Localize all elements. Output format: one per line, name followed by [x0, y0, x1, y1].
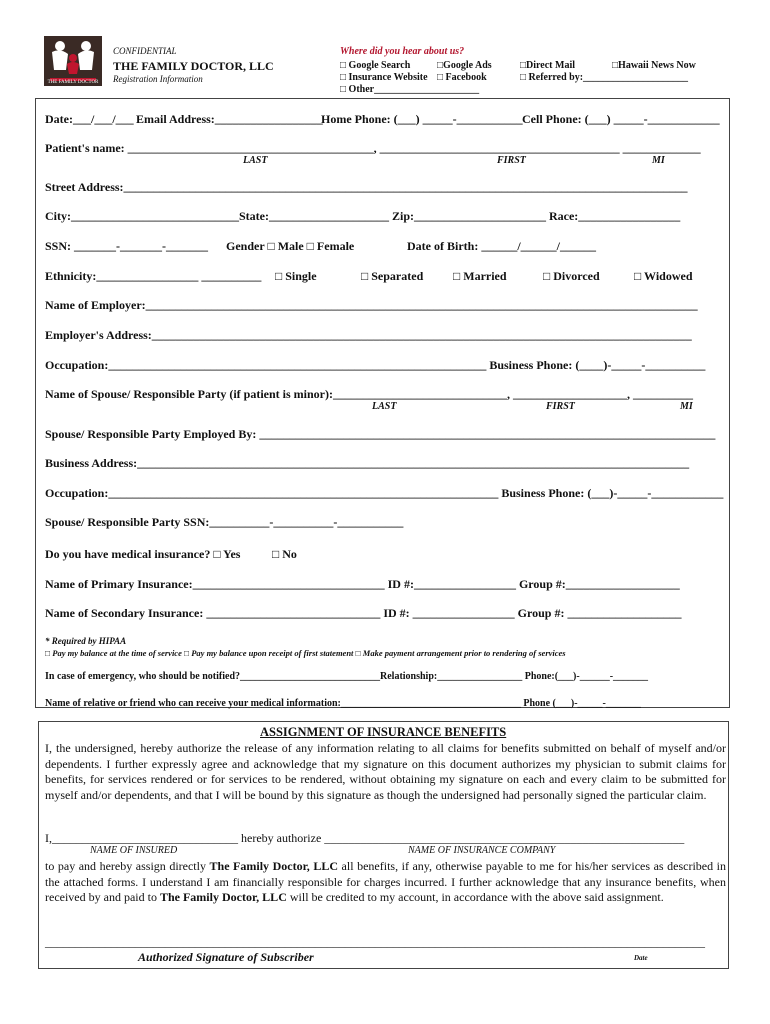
email-field[interactable]: Email Address:__________________ [136, 112, 323, 126]
name-of-insured-label: NAME OF INSURED [90, 845, 178, 856]
relative-contact-field[interactable]: Name of relative or friend who can receive your medical information:____________________________________ Phone (___)-_____-_______ [45, 698, 641, 709]
dob-field[interactable]: Date of Birth: ______/______/______ [407, 239, 596, 253]
payment-options[interactable]: □ Pay my balance at the time of service □ Pay my balance upon receipt of first statement □ Make payment arrangement prior to rendering of services [45, 648, 566, 658]
para2-text-c: will be credited to my account, in accordance with the above said assignment. [286, 890, 664, 904]
status-widowed[interactable]: □ Widowed [634, 269, 693, 283]
family-logo-icon [44, 36, 102, 86]
spouse-mi-label: MI [680, 401, 693, 412]
date-field[interactable]: Date:___/___/___ [45, 112, 134, 126]
business-address-field[interactable]: Business Address:____________________________________________________________________________________________ [45, 456, 690, 470]
occupation-field[interactable]: Occupation:_______________________________________________________________ Business Phone: (____)-_____-__________ [45, 358, 706, 372]
hipaa-note: * Required by HIPAA [45, 636, 127, 646]
spouse-name-field[interactable]: Name of Spouse/ Responsible Party (if patient is minor):_____________________________, ___________________, __________ [45, 387, 693, 401]
status-single[interactable]: □ Single [275, 269, 317, 283]
spouse-employer-field[interactable]: Spouse/ Responsible Party Employed By: ____________________________________________________________________________ [45, 427, 716, 441]
checkbox-other[interactable]: □ Other_____________________ [340, 84, 480, 95]
status-separated[interactable]: □ Separated [361, 269, 424, 283]
employer-address-field[interactable]: Employer's Address:__________________________________________________________________________________________ [45, 328, 692, 342]
checkbox-direct-mail[interactable]: □Direct Mail [520, 60, 575, 71]
patient-name-field[interactable]: Patient's name: _________________________________________, ________________________________________ _____________ [45, 141, 701, 155]
para2-text-b: all benefits, if any, otherwise payable to me for his/her services as described in the attached forms. I understand I am financially responsible for charges incurred. I further acknowledge that any insurance benefits, when received by and paid to [45, 859, 726, 904]
status-married[interactable]: □ Married [453, 269, 507, 283]
signature-label: Authorized Signature of Subscriber [138, 950, 314, 964]
checkbox-google-ads[interactable]: □Google Ads [437, 60, 492, 71]
practice-logo [44, 36, 102, 86]
occupation-2-field[interactable]: Occupation:_________________________________________________________________ Business Phone: (___)-_____-____________ [45, 486, 724, 500]
city-state-zip-race-field[interactable]: City:____________________________State:____________________ Zip:______________________ Race:_________________ [45, 209, 681, 223]
checkbox-hawaii-news[interactable]: □Hawaii News Now [612, 60, 696, 71]
practice-name-bold-2: The Family Doctor, LLC [159, 890, 287, 904]
primary-insurance-field[interactable]: Name of Primary Insurance:________________________________ ID #:_________________ Group #:___________________ [45, 577, 680, 591]
checkbox-referred-by[interactable]: □ Referred by:_____________________ [520, 72, 689, 83]
ssn-field[interactable]: SSN: _______-_______-_______ [45, 239, 209, 253]
spouse-ssn-field[interactable]: Spouse/ Responsible Party SSN:__________-__________-___________ [45, 515, 404, 529]
status-divorced[interactable]: □ Divorced [543, 269, 600, 283]
cell-phone-field[interactable]: Cell Phone: (___) _____-____________ [522, 112, 720, 126]
insurance-yes-option[interactable]: Do you have medical insurance? □ Yes [45, 547, 241, 561]
patient-last-label: LAST [243, 155, 268, 166]
checkbox-facebook[interactable]: □ Facebook [437, 72, 487, 83]
gender-options[interactable]: Gender □ Male □ Female [226, 239, 355, 253]
date-label: Date [634, 954, 648, 962]
patient-first-label: FIRST [497, 155, 526, 166]
emergency-contact-field[interactable]: In case of emergency, who should be notified?____________________________Relationship:_________________ Phone:(___)-______-_______ [45, 671, 649, 682]
assignment-paragraph-2 [45, 859, 726, 906]
secondary-insurance-field[interactable]: Name of Secondary Insurance: _____________________________ ID #: _________________ Group #: ___________________ [45, 606, 682, 620]
home-phone-field[interactable]: Home Phone: (___) _____-___________ [321, 112, 523, 126]
confidential-label: CONFIDENTIAL [113, 46, 177, 56]
assignment-title: ASSIGNMENT OF INSURANCE BENEFITS [260, 725, 507, 739]
registration-info-label: Registration Information [113, 74, 203, 84]
name-of-company-label: NAME OF INSURANCE COMPANY [408, 845, 556, 856]
authorize-line[interactable]: I,_______________________________ hereby authorize ____________________________________________________________ [45, 831, 685, 845]
checkbox-insurance-website[interactable]: □ Insurance Website [340, 72, 428, 83]
ethnicity-field[interactable]: Ethnicity:_________________ __________ [45, 269, 262, 283]
patient-mi-label: MI [652, 155, 665, 166]
referral-title: Where did you hear about us? [340, 46, 465, 57]
insurance-no-option[interactable]: □ No [272, 547, 297, 561]
para2-text-a: to pay and hereby assign directly [45, 859, 210, 873]
spouse-first-label: FIRST [546, 401, 575, 412]
logo-text: THE FAMILY DOCTOR [47, 80, 99, 85]
street-address-field[interactable]: Street Address:______________________________________________________________________________________________ [45, 180, 688, 194]
signature-line[interactable]: ______________________________________________________________________________________________________________ [45, 935, 705, 949]
org-name: THE FAMILY DOCTOR, LLC [113, 59, 274, 73]
spouse-last-label: LAST [372, 401, 397, 412]
practice-name-bold-1: The Family Doctor, LLC [209, 859, 339, 873]
checkbox-google-search[interactable]: □ Google Search [340, 60, 411, 71]
assignment-paragraph-1: I, the undersigned, hereby authorize the release of any information relating to all claims for benefits submitted on behalf of myself and/or dependents. I further expressly agree and acknowledge that my signature on this document authorizes my physician to submit claims for benefits, for services rendered or for services to be rendered, without obtaining my signature on each and every claim to be submitted for myself and/or dependents, and that I will be bound by this signature as though the undersigned had personally signed the particular claim. [45, 741, 726, 802]
employer-field[interactable]: Name of Employer:____________________________________________________________________________________________ [45, 298, 698, 312]
